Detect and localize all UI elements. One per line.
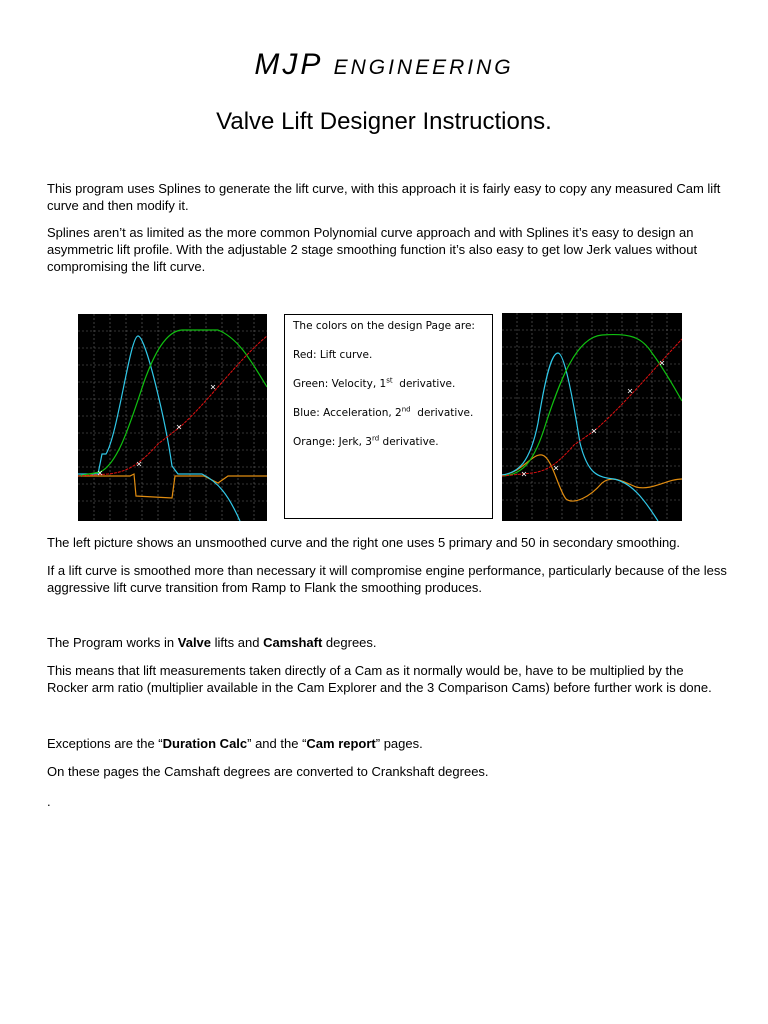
crankshaft-paragraph: On these pages the Camshaft degrees are converted to Crankshaft degrees. <box>47 764 489 779</box>
intro-paragraph-2: Splines aren’t as limited as the more common Polynomial curve approach and with Splines it’s easy to design an asymmetric lift profile. With the adjustable 2 stage smoothing function it’s also easy to get low Jerk values without compromising the lift curve. <box>47 225 698 274</box>
unsmoothed-curve-plot <box>78 314 267 521</box>
rocker-ratio-paragraph: This means that lift measurements taken directly of a Cam as it normally would be, have to be multiplied by the Rocker arm ratio (multiplier available in the Cam Explorer and the 3 Comparison Cams) before further work is done. <box>47 663 712 695</box>
jerk-curve <box>78 474 267 498</box>
exceptions-paragraph: Exceptions are the “Duration Calc” and the “Cam report” pages. <box>47 736 423 751</box>
spline-nodes <box>98 385 215 475</box>
page-title: Valve Lift Designer Instructions. <box>216 108 552 135</box>
logo-prefix: MJP <box>254 48 323 81</box>
lift-curve <box>78 336 267 476</box>
smoothing-warning-paragraph: If a lift curve is smoothed more than necessary it will compromise engine performance, particularly because of the less aggressive lift curve transition from Ramp to Flank the smoothing produces. <box>47 563 727 595</box>
trailing-dot: . <box>47 794 51 809</box>
units-paragraph: The Program works in Valve lifts and Camshaft degrees. <box>47 635 377 650</box>
acceleration-curve <box>502 353 658 521</box>
legend-acceleration: Blue: Acceleration, 2nd derivative. <box>293 405 474 419</box>
plot-grid <box>502 313 682 521</box>
acceleration-curve <box>78 336 240 521</box>
legend-lift: Red: Lift curve. <box>293 349 373 361</box>
company-logo <box>0 48 768 82</box>
legend-heading: The colors on the design Page are: <box>293 320 475 332</box>
lift-curve <box>502 339 682 476</box>
spline-nodes <box>522 361 664 476</box>
legend-velocity: Green: Velocity, 1st derivative. <box>293 376 456 390</box>
smoothed-curve-plot <box>502 313 682 521</box>
intro-paragraph-1: This program uses Splines to generate the lift curve, with this approach it is fairly easy to copy any measured Cam lift curve and then modify it. <box>47 181 721 213</box>
plot-caption-paragraph: The left picture shows an unsmoothed curve and the right one uses 5 primary and 50 in secondary smoothing. <box>47 535 681 550</box>
logo-suffix: engineering <box>333 48 514 81</box>
color-legend-box <box>284 314 493 519</box>
legend-jerk: Orange: Jerk, 3rd derivative. <box>293 434 439 448</box>
